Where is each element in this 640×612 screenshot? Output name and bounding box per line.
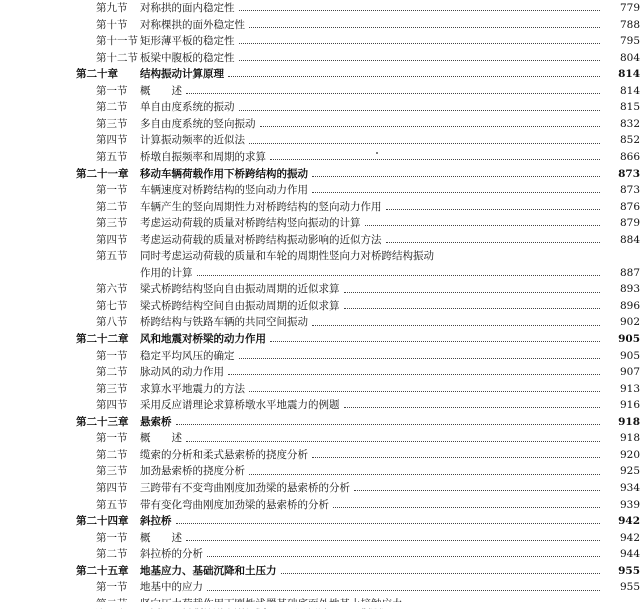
toc-dot-leader <box>344 406 601 408</box>
toc-dot-leader <box>249 473 600 475</box>
toc-entry-label: 第三节 <box>96 117 128 130</box>
toc-entry-label: 第二十章 <box>76 68 118 81</box>
toc-page-number: 866 <box>619 150 640 163</box>
toc-entry-label: 第一节 <box>96 184 128 197</box>
toc-entry-title: 单自由度系统的振动 <box>140 101 235 114</box>
toc-page-number: 788 <box>619 18 640 31</box>
toc-entry-label: 第二十二章 <box>76 333 129 345</box>
toc-entry-title: 结构振动计算原理 <box>140 68 224 81</box>
toc-page-number: 942 <box>618 515 640 528</box>
toc-section-row <box>0 17 640 34</box>
toc-chapter-row <box>0 331 640 348</box>
toc-entry-title: 同时考虑运动荷载的质量和车轮的周期性竖向力对桥跨结构振动 <box>140 250 434 263</box>
toc-entry-title: 带有变化弯曲刚度加劲梁的悬索桥的分析 <box>140 498 329 511</box>
toc-section-row <box>0 480 640 497</box>
toc-section-row <box>0 364 640 381</box>
toc-entry-title: 地基应力、基础沉降和土压力 <box>140 564 277 577</box>
toc-entry-title: 考虑运动荷载的质量对桥跨结构振动影响的近似方法 <box>140 233 382 246</box>
toc-entry-title: 作用的计算 <box>140 266 193 279</box>
toc-dot-leader <box>197 274 601 276</box>
toc-section-row <box>0 281 640 298</box>
toc-dot-leader <box>239 42 601 44</box>
toc-entry-label: 第四节 <box>96 134 128 147</box>
toc-dot-leader <box>239 109 601 111</box>
toc-entry-title: 概 述 <box>140 531 182 544</box>
toc-section-row <box>0 0 640 17</box>
page-cutoff <box>0 602 640 608</box>
toc-section-row <box>0 381 640 398</box>
toc-entry-title: 悬索桥 <box>140 415 172 428</box>
toc-page-number: 896 <box>619 299 640 312</box>
toc-section-row <box>0 530 640 547</box>
toc-entry-title: 板梁中腹板的稳定性 <box>140 51 235 64</box>
toc-page-number: 939 <box>619 498 640 511</box>
toc-dot-leader <box>365 224 601 226</box>
toc-page-number: 873 <box>619 184 640 197</box>
toc-section-row <box>0 99 640 116</box>
toc-page-number: 918 <box>619 432 640 445</box>
toc-section-row <box>0 232 640 249</box>
toc-entry-label: 第六节 <box>96 283 128 296</box>
toc-dot-leader <box>186 440 600 442</box>
toc-entry-label: 第四节 <box>96 399 128 412</box>
toc-dot-leader <box>249 142 600 144</box>
toc-entry-title: 多自由度系统的竖向振动 <box>140 117 256 130</box>
toc-entry-label: 第十一节 <box>96 35 138 48</box>
toc-section-row <box>0 182 640 199</box>
toc-entry-label: 第七节 <box>96 299 128 312</box>
toc-entry-label: 第二十一章 <box>76 167 129 180</box>
toc-page-number: 920 <box>619 448 640 461</box>
toc-section-row <box>0 430 640 447</box>
toc-entry-label: 第二节 <box>96 448 128 461</box>
toc-entry-label: 第四节 <box>96 233 128 246</box>
toc-chapter-row <box>0 66 640 83</box>
toc-entry-title: 缆索的分析和柔式悬索桥的挠度分析 <box>140 448 308 461</box>
toc-entry-title: 三跨带有不变弯曲刚度加劲梁的悬索桥的分析 <box>140 481 350 494</box>
toc-dot-leader <box>354 489 600 491</box>
toc-dot-leader <box>239 9 601 11</box>
toc-page-number: 907 <box>619 366 640 379</box>
toc-dot-leader <box>333 506 600 508</box>
toc-page-number: 913 <box>619 382 640 395</box>
toc-entry-title: 梁式桥跨结构竖向自由振动周期的近似求算 <box>140 283 340 296</box>
toc-section-row <box>0 579 640 596</box>
toc-entry-label: 第五节 <box>96 498 128 511</box>
toc-entry-label: 第四节 <box>96 481 128 494</box>
toc-chapter-row <box>0 563 640 580</box>
toc-entry-title: 概 述 <box>140 432 182 445</box>
toc-entry-title: 斜拉桥 <box>140 515 172 528</box>
toc-entry-title: 概 述 <box>140 84 182 97</box>
toc-section-row <box>0 463 640 480</box>
toc-page-number: 879 <box>619 217 640 230</box>
toc-dot-leader <box>176 423 601 425</box>
toc-dot-leader <box>186 92 600 94</box>
toc-entry-label: 第五节 <box>96 250 128 263</box>
toc-entry-label: 第一节 <box>96 349 128 362</box>
toc-entry-label: 第一节 <box>96 531 128 544</box>
toc-entry-title: 采用反应谱理论求算桥墩水平地震力的例题 <box>140 399 340 412</box>
toc-section-row <box>0 33 640 50</box>
toc-page-number: 955 <box>619 581 640 594</box>
toc-section-row <box>0 447 640 464</box>
toc-page-number: 884 <box>619 233 640 246</box>
toc-entry-title: 移动车辆荷载作用下桥跨结构的振动 <box>140 167 308 180</box>
toc-page-number: 905 <box>619 349 640 362</box>
toc-section-row <box>0 314 640 331</box>
toc-section-row <box>0 348 640 365</box>
toc-dot-leader <box>186 539 600 541</box>
toc-dot-leader <box>386 208 601 210</box>
toc-section-row <box>0 83 640 100</box>
toc-dot-leader <box>281 572 601 574</box>
toc-entry-title: 脉动风的动力作用 <box>140 366 224 379</box>
toc-dot-leader <box>239 357 601 359</box>
toc-dot-leader <box>228 373 600 375</box>
toc-entry-label: 第二十四章 <box>76 515 129 528</box>
toc-entry-label: 第三节 <box>96 465 128 478</box>
toc-page-number: 887 <box>619 266 640 279</box>
toc-entry-label: 第一节 <box>96 581 128 594</box>
toc-entry-title: 求算水平地震力的方法 <box>140 382 245 395</box>
toc-entry-label: 第二节 <box>96 200 128 213</box>
toc-entry-title: 风和地震对桥梁的动力作用 <box>140 333 266 345</box>
toc-dot-leader <box>386 241 601 243</box>
toc-entry-title: 计算振动频率的近似法 <box>140 134 245 147</box>
toc-page-number: 814 <box>618 68 640 81</box>
toc-chapter-row <box>0 414 640 431</box>
toc-page-number: 905 <box>618 333 640 345</box>
toc-page-number: 815 <box>619 101 640 114</box>
toc-section-row <box>0 248 640 265</box>
toc-dot-leader <box>228 75 600 77</box>
toc-dot-leader <box>344 307 601 309</box>
toc-entry-title: 桥墩自振频率和周期的求算 <box>140 150 266 163</box>
toc-entry-title: 对称拱的面内稳定性 <box>140 2 235 14</box>
toc-dot-leader <box>239 59 601 61</box>
toc-chapter-row <box>0 166 640 183</box>
toc-section-row <box>0 215 640 232</box>
toc-page-number: 902 <box>619 316 640 329</box>
toc-entry-title: 斜拉桥的分析 <box>140 548 203 561</box>
toc-page-number: 916 <box>619 399 640 412</box>
toc-entry-title: 车辆速度对桥跨结构的竖向动力作用 <box>140 184 308 197</box>
toc-section-row <box>0 132 640 149</box>
toc-dot-leader <box>312 456 600 458</box>
toc-entry-title: 梁式桥跨结构空间自由振动周期的近似求算 <box>140 299 340 312</box>
toc-entry-title: 稳定平均风压的确定 <box>140 349 235 362</box>
toc-page-number: 852 <box>619 134 640 147</box>
toc-page-number: 876 <box>619 200 640 213</box>
toc-section-row <box>0 199 640 216</box>
toc-entry-title: 对称棵拱的面外稳定性 <box>140 18 245 31</box>
toc-section-row <box>0 50 640 67</box>
toc-page-number: 934 <box>619 481 640 494</box>
toc-section-row <box>0 265 640 282</box>
toc-page-number: 893 <box>619 283 640 296</box>
toc-dot-leader <box>312 324 600 326</box>
toc-section-row <box>0 116 640 133</box>
toc-entry-label: 第二十五章 <box>76 564 129 577</box>
toc-entry-label: 第三节 <box>96 217 128 230</box>
toc-dot-leader <box>207 589 600 591</box>
toc-entry-label: 第九节 <box>96 2 128 14</box>
toc-entry-label: 第二节 <box>96 548 128 561</box>
toc-dot-leader <box>207 555 600 557</box>
toc-entry-label: 第二十三章 <box>76 415 129 428</box>
toc-dot-leader <box>270 158 600 160</box>
toc-section-row <box>0 546 640 563</box>
toc-entry-title: 矩形薄平板的稳定性 <box>140 35 235 48</box>
toc-entry-label: 第八节 <box>96 316 128 329</box>
toc-page-number: 925 <box>619 465 640 478</box>
toc-page-number: 955 <box>618 564 640 577</box>
toc-entry-title: 加劲悬索桥的挠度分析 <box>140 465 245 478</box>
toc-page-number: 779 <box>619 2 640 14</box>
toc-dot-leader <box>344 291 601 293</box>
toc-entry-title: 桥跨结构与铁路车辆的共同空间振动 <box>140 316 308 329</box>
toc-dot-leader <box>312 191 600 193</box>
toc-dot-leader <box>312 175 600 177</box>
toc-entry-label: 第十节 <box>96 18 128 31</box>
toc-dot-leader <box>249 390 600 392</box>
toc-section-row <box>0 497 640 514</box>
toc-section-row <box>0 149 640 166</box>
toc-entry-title: 考虑运动荷载的质量对桥跨结构竖向振动的计算 <box>140 217 361 230</box>
toc-dot-leader <box>249 26 600 28</box>
toc-section-row <box>0 397 640 414</box>
toc-entry-label: 第三节 <box>96 382 128 395</box>
toc-dot-leader <box>270 340 600 342</box>
toc-chapter-row <box>0 513 640 530</box>
toc-entry-label: 第五节 <box>96 150 128 163</box>
toc-page-number: 873 <box>618 167 640 180</box>
toc-dot-leader <box>260 125 601 127</box>
toc-dot-leader <box>176 522 601 524</box>
toc-entry-label: 第二节 <box>96 101 128 114</box>
toc-entry-label: 第一节 <box>96 84 128 97</box>
toc-page-number: 795 <box>619 35 640 48</box>
toc-page-number: 918 <box>618 415 640 428</box>
toc-page-number: 814 <box>619 84 640 97</box>
toc-page-number: 944 <box>619 548 640 561</box>
toc-entry-label: 第一节 <box>96 432 128 445</box>
toc-page-number: 832 <box>619 117 640 130</box>
toc-section-row <box>0 298 640 315</box>
toc-page-number: 942 <box>619 531 640 544</box>
toc-entry-label: 第二节 <box>96 366 128 379</box>
scan-speck <box>376 152 378 154</box>
toc-entry-title: 地基中的应力 <box>140 581 203 594</box>
toc-page-number: 804 <box>619 51 640 64</box>
toc-entry-label: 第十二节 <box>96 51 138 64</box>
toc-entry-title: 车辆产生的竖向周期性力对桥跨结构的竖向动力作用 <box>140 200 382 213</box>
